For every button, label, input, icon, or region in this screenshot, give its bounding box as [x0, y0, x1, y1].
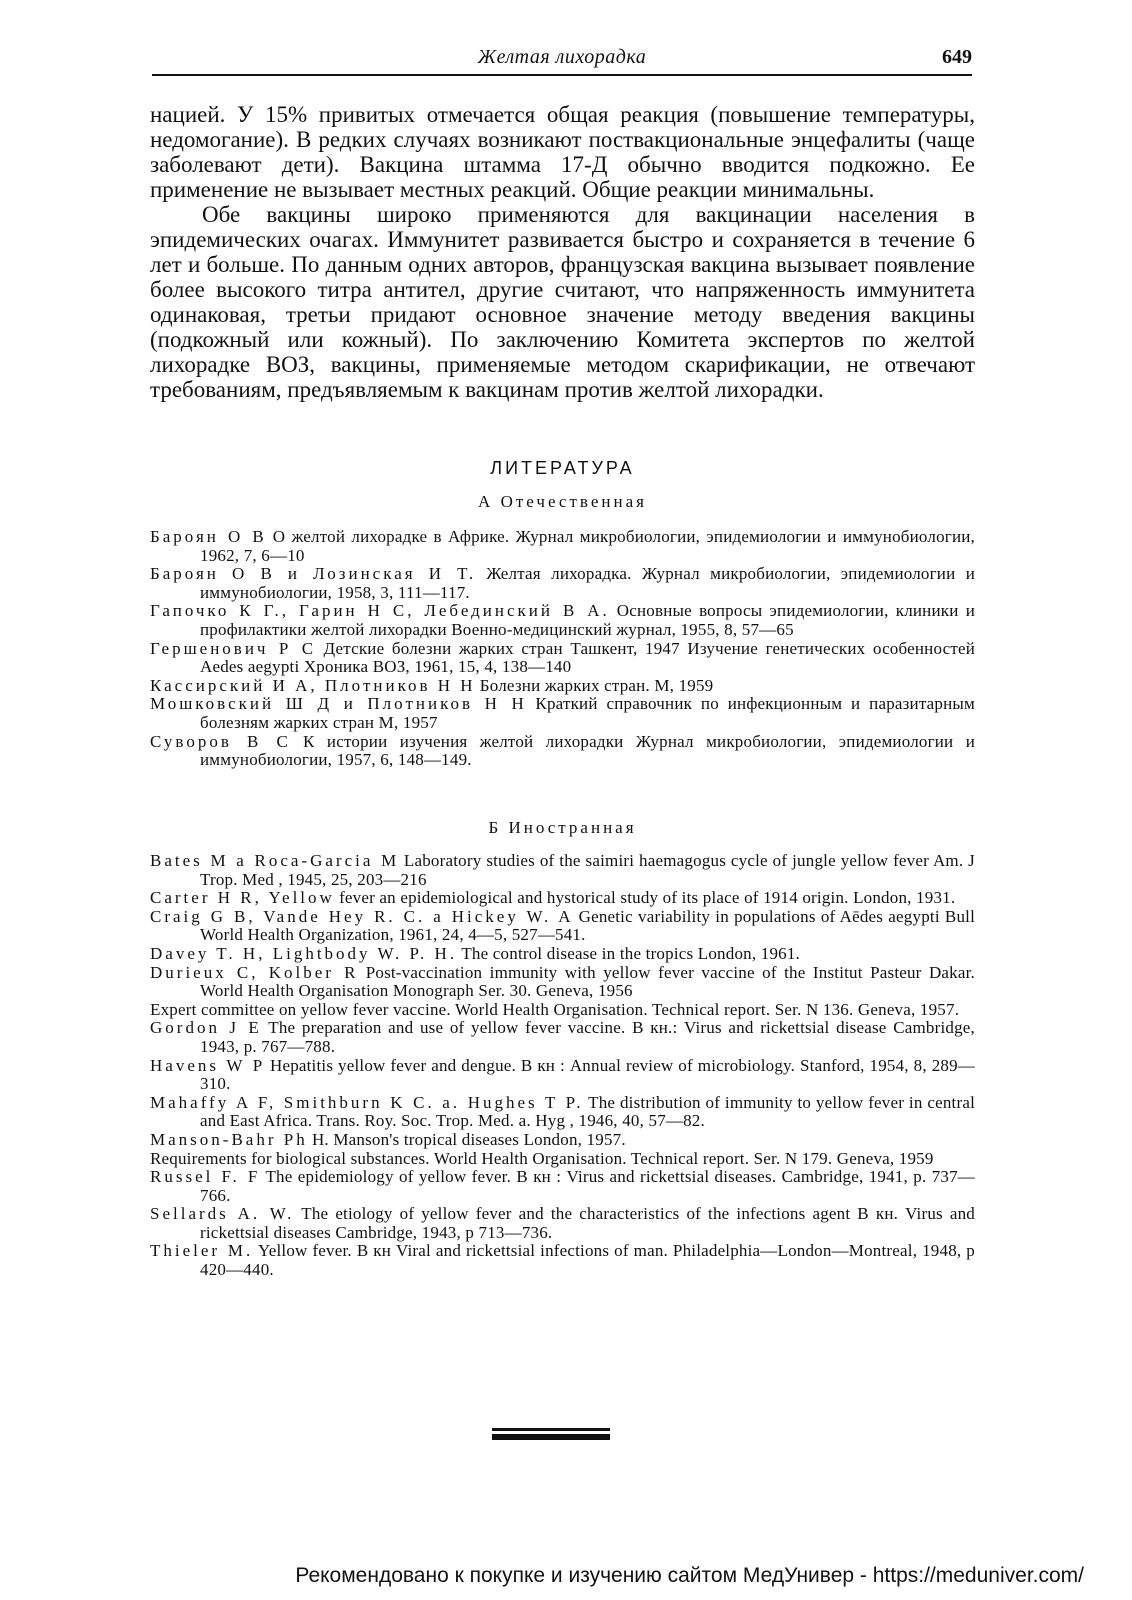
reference-item — [150, 889, 975, 908]
reference-text: О желтой лихорадке в Африке. Журнал микробиологии, эпидемиологии и иммунобиологии, 1962, 7, 6—10 — [200, 527, 975, 565]
reference-item — [150, 565, 975, 602]
reference-text: Post-vaccination immunity with yellow fever vaccine of the Institut Pasteur Dakar. World Health Organisation Monograph Ser. 30. Geneva, 1956 — [200, 962, 975, 1001]
section-heading-foreign: Б Иностранная — [488, 818, 637, 837]
reference-item — [150, 1094, 975, 1131]
reference-item — [150, 695, 975, 732]
reference-authors: Gordon J E — [150, 1018, 262, 1038]
reference-text: Желтая лихорадка. Журнал микробиологии, эпидемиологии и иммунобиологии, 1958, 3, 111—117. — [200, 564, 976, 602]
reference-item — [150, 640, 975, 677]
reference-authors: Мошковский Ш Д и Плотников Н Н — [150, 694, 527, 714]
reference-authors: Durieux C, Kolber R — [150, 962, 359, 982]
reference-text: Hepatitis yellow fever and dengue. В кн : Annual review of microbiology. Stanford, 1954, 8, 289—310. — [200, 1055, 975, 1094]
reference-text: The epidemiology of yellow fever. В кн : Virus and rickettsial diseases. Cambridge, 1941, p. 737—766. — [200, 1167, 976, 1205]
reference-authors: Sellards A. W. — [150, 1204, 295, 1224]
reference-item — [150, 1131, 975, 1150]
reference-item — [150, 677, 975, 696]
reference-text: К истории изучения желтой лихорадки Журнал микробиологии, эпидемиологии и иммунобиологии, 1957, 6, 148—149. — [200, 731, 976, 770]
reference-item — [150, 852, 975, 889]
reference-item — [150, 528, 975, 565]
reference-authors: Davey T. H, Lightbody W. P. H. — [150, 943, 458, 963]
literature-heading: ЛИТЕРАТУРА — [490, 458, 635, 478]
paragraph: нацией. У 15% привитых отмечается общая реакция (повышение температуры, недомогание). В редких случаях возникают поствакциональные энцефалиты (чаще заболевают дети). Вакцина штамма 17-Д обычно вводится подкожно. Ее применение не вызывает местных реакций. Общие реакции минимальны. — [150, 102, 975, 202]
reference-text: Болезни жарких стран. М, 1959 — [479, 675, 714, 695]
running-header — [152, 44, 972, 76]
reference-text: Requirements for biological substances. World Health Organisation. Technical report. Ser. N 179. Geneva, 1959 — [150, 1148, 934, 1168]
reference-text: Genetic variability in populations of Aēdes aegypti Bull World Health Organization, 1961, 24, 4—5, 527—541. — [200, 906, 976, 945]
reference-authors: Гапочко К Г., Гарин Н С, Лебединский В А. — [150, 601, 610, 621]
reference-text: The distribution of immunity to yellow fever in central and East Africa. Trans. Roy. Soc. Trop. Med. a. Hyg , 1946, 40, 57—82. — [200, 1092, 975, 1131]
reference-item — [150, 602, 975, 639]
reference-authors: Гершенович Р С — [150, 638, 317, 658]
footer-watermark: Рекомендовано к покупке и изучению сайтом МедУнивер - https://meduniver.com/ — [295, 1564, 1084, 1587]
reference-authors: Havens W P — [150, 1055, 266, 1075]
reference-item — [150, 1057, 975, 1094]
reference-authors: Craig G B, Vande Hey R. C. a Hickey W. A — [150, 906, 574, 926]
reference-item — [150, 1205, 975, 1242]
reference-authors: Кассирский И А, Плотников Н Н — [150, 675, 476, 695]
reference-item — [150, 1001, 975, 1020]
reference-authors: Mahaffy A F, Smithburn K C. a. Hughes T P. — [150, 1092, 584, 1112]
reference-text: Детские болезни жарких стран Ташкент, 1947 Изучение генетических особенностей Aedes aegypti Хроника ВОЗ, 1961, 15, 4, 138—140 — [200, 638, 976, 677]
reference-item — [150, 908, 975, 945]
paragraph: Обе вакцины широко применяются для вакцинации населения в эпидемических очагах. Иммунитет развивается быстро и сохраняется в течение 6 лет и больше. По данным одних авторов, французская вакцина вызывает появление более высокого титра антител, другие считают, что напряженность иммунитета одинаковая, третьи придают основное значение методу введения вакцины (подкожный или кожный). По заключению Комитета экспертов по желтой лихорадке ВОЗ, вакцины, применяемые методом скарификации, не отвечают требованиям, предъявляемым к вакцинам против желтой лихорадки. — [150, 202, 975, 402]
reference-text: Laboratory studies of the saimiri haemagogus cycle of jungle yellow fever Am. J Trop. Med , 1945, 25, 203—216 — [200, 851, 975, 889]
reference-authors: Bates M a Roca-Garcia M — [150, 851, 400, 870]
reference-text: The preparation and use of yellow fever vaccine. В кн.: Virus and rickettsial disease Cambridge, 1943, p. 767—788. — [200, 1018, 975, 1056]
reference-text: Expert committee on yellow fever vaccine. World Health Organisation. Technical report. Ser. N 136. Geneva, 1957. — [150, 999, 960, 1019]
reference-list-foreign — [150, 852, 975, 1280]
reference-text: The etiology of yellow fever and the characteristics of the infections agent В кн. Virus and rickettsial diseases Cambridge, 1943, p 713—736. — [200, 1204, 976, 1242]
reference-text: H. Manson's tropical diseases London, 1957. — [311, 1129, 626, 1149]
reference-item — [150, 1019, 975, 1056]
running-title: Желтая лихорадка — [477, 46, 647, 68]
reference-authors: Russel F. F — [150, 1167, 261, 1187]
reference-item — [150, 964, 975, 1001]
reference-item — [150, 1150, 975, 1169]
reference-authors: Бароян О В и Лозинская И Т. — [150, 564, 477, 584]
reference-item — [150, 1242, 975, 1279]
body-text — [150, 102, 975, 402]
reference-authors: Суворов В С — [150, 731, 291, 751]
end-rule — [492, 1428, 610, 1431]
end-rule — [492, 1434, 610, 1440]
reference-authors: Manson-Bahr Ph — [150, 1129, 308, 1149]
page-number: 649 — [942, 46, 972, 68]
reference-item — [150, 733, 975, 770]
reference-authors: Thieler M. — [150, 1241, 254, 1261]
reference-text: fever an epidemiological and hystorical study of its place of 1914 origin. London, 1931. — [339, 888, 956, 908]
reference-authors: Бароян О В — [150, 527, 267, 546]
reference-item — [150, 1168, 975, 1205]
reference-authors: Carter H R, Yellow — [150, 888, 335, 908]
reference-text: Основные вопросы эпидемиологии, клиники и профилактики желтой лихорадки Военно-медицинский журнал, 1955, 8, 57—65 — [200, 601, 975, 639]
reference-text: Краткий справочник по инфекционным и паразитарным болезням жарких стран М, 1957 — [200, 694, 976, 732]
reference-text: Yellow fever. В кн Viral and rickettsial infections of man. Philadelphia—London—Montreal, 1948, p 420—440. — [200, 1241, 975, 1280]
reference-item — [150, 945, 975, 964]
section-heading-domestic: А Отечественная — [478, 492, 647, 511]
reference-text: The control disease in the tropics London, 1961. — [461, 943, 800, 963]
reference-list-domestic — [150, 528, 975, 770]
